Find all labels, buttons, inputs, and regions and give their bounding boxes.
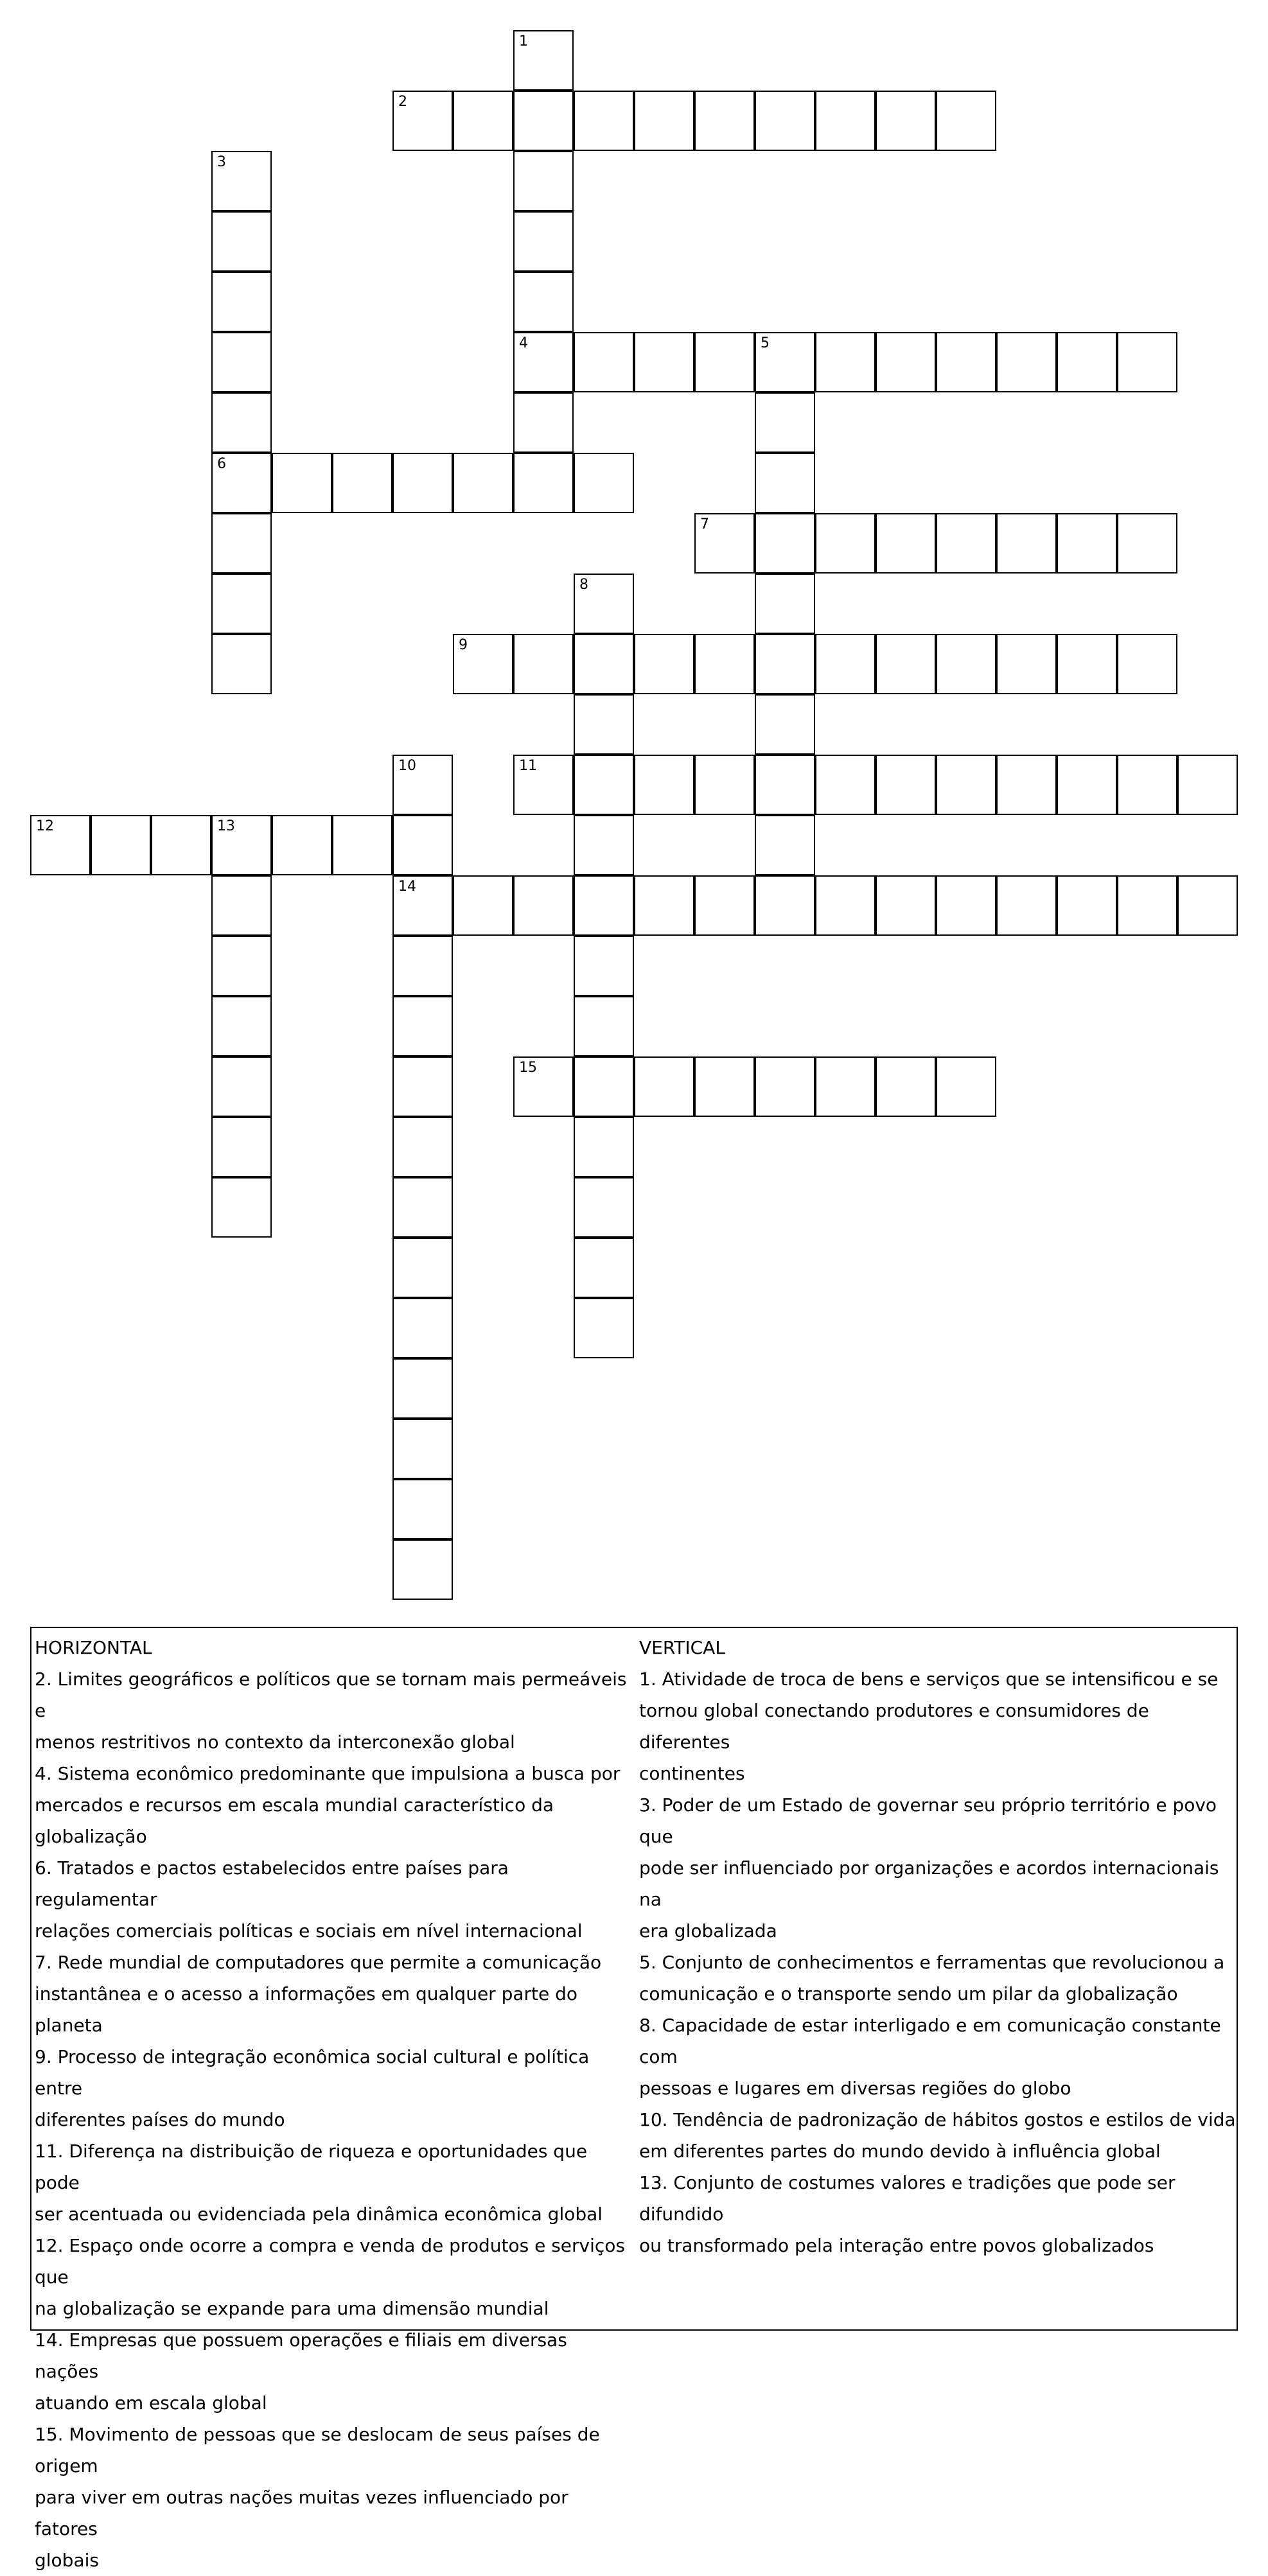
clue-line: 1. Atividade de troca de bens e serviços que se intensificou e se	[639, 1669, 1219, 1690]
grid-cell[interactable]	[876, 91, 936, 151]
grid-cell[interactable]	[211, 332, 272, 392]
grid-cell[interactable]	[1057, 513, 1117, 574]
grid-cell[interactable]	[876, 634, 936, 694]
grid-cell[interactable]	[453, 634, 513, 694]
cell-number: 6	[217, 456, 226, 472]
grid-cell[interactable]	[634, 634, 694, 694]
clue-line: 14. Empresas que possuem operações e filiais em diversas nações	[35, 2329, 567, 2382]
clue-line: comunicação e o transporte sendo um pilar da globalização	[639, 1983, 1178, 2004]
grid-cell[interactable]	[634, 755, 694, 815]
grid-cell[interactable]	[91, 815, 151, 875]
across-clues	[35, 1632, 632, 2576]
grid-cell[interactable]	[513, 272, 574, 332]
clue-line: 2. Limites geográficos e políticos que se tornam mais permeáveis e	[35, 1669, 627, 1721]
grid-cell[interactable]	[392, 1358, 453, 1419]
cell-number: 12	[36, 818, 54, 834]
grid-cell[interactable]	[211, 815, 272, 875]
grid-cell[interactable]	[513, 392, 574, 453]
grid-cell[interactable]	[151, 815, 211, 875]
grid-cell[interactable]	[392, 1177, 453, 1238]
grid-cell[interactable]	[1057, 332, 1117, 392]
clues-box	[30, 1627, 1238, 2571]
grid-cell[interactable]	[634, 875, 694, 936]
grid-cell[interactable]	[815, 332, 876, 392]
grid-cell[interactable]	[755, 91, 815, 151]
clue-line: era globalizada	[639, 1920, 777, 1941]
grid-cell[interactable]	[876, 875, 936, 936]
grid-cell[interactable]	[996, 332, 1057, 392]
grid-cell[interactable]	[1117, 513, 1177, 574]
grid-cell[interactable]	[936, 91, 996, 151]
grid-cell[interactable]	[694, 755, 755, 815]
clue-line: 8. Capacidade de estar interligado e em comunicação constante com	[639, 2015, 1221, 2067]
grid-cell[interactable]	[755, 574, 815, 634]
clue-line: globais	[35, 2550, 99, 2571]
grid-cell[interactable]	[574, 1117, 634, 1177]
grid-cell[interactable]	[332, 815, 392, 875]
grid-cell[interactable]	[513, 91, 574, 151]
clue-line: para viver em outras nações muitas vezes influenciado por fatores	[35, 2487, 568, 2539]
clue-line: diferentes países do mundo	[35, 2109, 285, 2130]
grid-cell[interactable]	[513, 634, 574, 694]
clue-line: pode ser influenciado por organizações e acordos internacionais na	[639, 1857, 1219, 1910]
grid-cell[interactable]	[755, 332, 815, 392]
clue-line: 3. Poder de um Estado de governar seu próprio território e povo que	[639, 1794, 1217, 1847]
grid-cell[interactable]	[211, 392, 272, 453]
grid-cell[interactable]	[574, 574, 634, 634]
grid-cell[interactable]	[574, 453, 634, 513]
grid-cell[interactable]	[936, 1056, 996, 1117]
grid-cell[interactable]	[513, 875, 574, 936]
clue-line: 10. Tendência de padronização de hábitos gostos e estilos de vida	[639, 2109, 1236, 2130]
grid-cell[interactable]	[574, 91, 634, 151]
grid-cell[interactable]	[392, 1419, 453, 1479]
grid-cell[interactable]	[876, 513, 936, 574]
down-clues	[639, 1632, 1237, 2261]
grid-cell[interactable]	[755, 875, 815, 936]
grid-cell[interactable]	[815, 634, 876, 694]
grid-cell[interactable]	[755, 513, 815, 574]
grid-cell[interactable]	[513, 1056, 574, 1117]
grid-cell[interactable]	[1057, 875, 1117, 936]
grid-cell[interactable]	[513, 211, 574, 272]
grid-cell[interactable]	[996, 634, 1057, 694]
cell-number: 7	[700, 516, 709, 532]
grid-cell[interactable]	[513, 453, 574, 513]
grid-cell[interactable]	[1117, 755, 1177, 815]
grid-cell[interactable]	[936, 875, 996, 936]
grid-cell[interactable]	[211, 151, 272, 211]
grid-cell[interactable]	[392, 996, 453, 1056]
grid-cell[interactable]	[574, 815, 634, 875]
grid-cell[interactable]	[694, 1056, 755, 1117]
cell-number: 3	[217, 154, 226, 170]
grid-cell[interactable]	[694, 875, 755, 936]
grid-cell[interactable]	[1057, 755, 1117, 815]
clue-line: na globalização se expande para uma dimensão mundial	[35, 2298, 549, 2319]
cell-number: 9	[459, 637, 468, 653]
clue-line: 15. Movimento de pessoas que se deslocam de seus países de origem	[35, 2424, 600, 2476]
grid-cell[interactable]	[755, 755, 815, 815]
grid-cell[interactable]	[876, 1056, 936, 1117]
grid-cell[interactable]	[211, 211, 272, 272]
cell-number: 1	[519, 33, 528, 49]
clue-line: continentes	[639, 1763, 745, 1784]
grid-cell[interactable]	[392, 1479, 453, 1539]
grid-cell[interactable]	[574, 1056, 634, 1117]
grid-cell[interactable]	[815, 513, 876, 574]
grid-cell[interactable]	[211, 875, 272, 936]
down-heading: VERTICAL	[639, 1637, 725, 1658]
grid-cell[interactable]	[272, 815, 332, 875]
clue-line: 11. Diferença na distribuição de riqueza e oportunidades que pode	[35, 2141, 588, 2193]
grid-cell[interactable]	[574, 332, 634, 392]
grid-cell[interactable]	[574, 936, 634, 996]
clue-line: ser acentuada ou evidenciada pela dinâmica econômica global	[35, 2204, 603, 2225]
grid-cell[interactable]	[332, 453, 392, 513]
cell-number: 10	[398, 758, 416, 774]
grid-cell[interactable]	[574, 755, 634, 815]
grid-cell[interactable]	[694, 332, 755, 392]
grid-cell[interactable]	[513, 30, 574, 91]
grid-cell[interactable]	[30, 815, 91, 875]
grid-cell[interactable]	[755, 694, 815, 755]
grid-cell[interactable]	[211, 1056, 272, 1117]
grid-cell[interactable]	[392, 815, 453, 875]
grid-cell[interactable]	[574, 996, 634, 1056]
grid-cell[interactable]	[392, 91, 453, 151]
clue-line: 6. Tratados e pactos estabelecidos entre países para regulamentar	[35, 1857, 509, 1910]
grid-cell[interactable]	[936, 513, 996, 574]
clue-line: 9. Processo de integração econômica social cultural e política entre	[35, 2046, 590, 2099]
grid-cell[interactable]	[453, 91, 513, 151]
grid-cell[interactable]	[1117, 875, 1177, 936]
cell-number: 14	[398, 879, 416, 895]
cell-number: 5	[761, 335, 770, 351]
grid-cell[interactable]	[876, 755, 936, 815]
grid-cell[interactable]	[634, 1056, 694, 1117]
clue-line: instantânea e o acesso a informações em qualquer parte do planeta	[35, 1983, 578, 2036]
grid-cell[interactable]	[211, 936, 272, 996]
clue-line: em diferentes partes do mundo devido à influência global	[639, 2141, 1161, 2162]
grid-cell[interactable]	[211, 453, 272, 513]
grid-cell[interactable]	[272, 453, 332, 513]
cell-number: 13	[217, 818, 235, 834]
grid-cell[interactable]	[392, 936, 453, 996]
clue-line: atuando em escala global	[35, 2392, 267, 2414]
grid-cell[interactable]	[392, 453, 453, 513]
cell-number: 8	[579, 577, 588, 593]
grid-cell[interactable]	[815, 755, 876, 815]
grid-cell[interactable]	[211, 1117, 272, 1177]
grid-cell[interactable]	[1117, 634, 1177, 694]
clue-line: mercados e recursos em escala mundial característico da	[35, 1794, 554, 1816]
grid-cell[interactable]	[574, 1298, 634, 1358]
grid-cell[interactable]	[815, 91, 876, 151]
grid-cell[interactable]	[755, 815, 815, 875]
grid-cell[interactable]	[694, 634, 755, 694]
clue-line: menos restritivos no contexto da interconexão global	[35, 1731, 515, 1753]
clue-line: 4. Sistema econômico predominante que impulsiona a busca por	[35, 1763, 621, 1784]
grid-cell[interactable]	[755, 392, 815, 453]
grid-cell[interactable]	[392, 1056, 453, 1117]
grid-cell[interactable]	[211, 513, 272, 574]
grid-cell[interactable]	[574, 694, 634, 755]
grid-cell[interactable]	[694, 513, 755, 574]
grid-cell[interactable]	[574, 1238, 634, 1298]
clue-line: 13. Conjunto de costumes valores e tradições que pode ser difundido	[639, 2172, 1176, 2225]
cell-number: 15	[519, 1060, 537, 1076]
grid-cell[interactable]	[574, 634, 634, 694]
grid-cell[interactable]	[936, 634, 996, 694]
grid-cell[interactable]	[211, 574, 272, 634]
grid-cell[interactable]	[211, 996, 272, 1056]
grid-cell[interactable]	[574, 875, 634, 936]
cell-number: 2	[398, 94, 407, 110]
grid-cell[interactable]	[634, 91, 694, 151]
grid-cell[interactable]	[574, 1177, 634, 1238]
grid-cell[interactable]	[936, 755, 996, 815]
grid-cell[interactable]	[694, 91, 755, 151]
grid-cell[interactable]	[1177, 755, 1238, 815]
grid-cell[interactable]	[453, 875, 513, 936]
clue-line: tornou global conectando produtores e consumidores de diferentes	[639, 1700, 1149, 1753]
grid-cell[interactable]	[996, 513, 1057, 574]
cell-number: 11	[519, 758, 537, 774]
grid-cell[interactable]	[392, 1298, 453, 1358]
clue-line: globalização	[35, 1826, 147, 1847]
grid-cell[interactable]	[392, 1238, 453, 1298]
grid-cell[interactable]	[453, 453, 513, 513]
clue-line: 7. Rede mundial de computadores que permite a comunicação	[35, 1952, 602, 1973]
grid-cell[interactable]	[1177, 875, 1238, 936]
grid-cell[interactable]	[996, 875, 1057, 936]
grid-cell[interactable]	[755, 634, 815, 694]
grid-cell[interactable]	[211, 1177, 272, 1238]
clue-line: relações comerciais políticas e sociais em nível internacional	[35, 1920, 583, 1941]
grid-cell[interactable]	[211, 272, 272, 332]
grid-cell[interactable]	[1057, 634, 1117, 694]
down-clue-list	[639, 1663, 1237, 2261]
clue-line: ou transformado pela interação entre povos globalizados	[639, 2235, 1154, 2256]
grid-cell[interactable]	[392, 755, 453, 815]
grid-cell[interactable]	[815, 1056, 876, 1117]
clue-line: 12. Espaço onde ocorre a compra e venda de produtos e serviços que	[35, 2235, 625, 2288]
grid-cell[interactable]	[513, 151, 574, 211]
grid-cell[interactable]	[392, 875, 453, 936]
grid-cell[interactable]	[996, 755, 1057, 815]
grid-cell[interactable]	[936, 332, 996, 392]
grid-cell[interactable]	[755, 453, 815, 513]
grid-cell[interactable]	[1117, 332, 1177, 392]
clue-line: pessoas e lugares em diversas regiões do globo	[639, 2078, 1071, 2099]
grid-cell[interactable]	[392, 1539, 453, 1600]
cell-number: 4	[519, 335, 528, 351]
grid-cell[interactable]	[876, 332, 936, 392]
grid-cell[interactable]	[815, 875, 876, 936]
grid-cell[interactable]	[513, 332, 574, 392]
clue-line: 5. Conjunto de conhecimentos e ferramentas que revolucionou a	[639, 1952, 1225, 1973]
across-clue-list	[35, 1663, 632, 2576]
grid-cell[interactable]	[211, 634, 272, 694]
across-heading: HORIZONTAL	[35, 1637, 152, 1658]
grid-cell[interactable]	[392, 1117, 453, 1177]
grid-cell[interactable]	[755, 1056, 815, 1117]
grid-cell[interactable]	[634, 332, 694, 392]
grid-cell[interactable]	[513, 755, 574, 815]
